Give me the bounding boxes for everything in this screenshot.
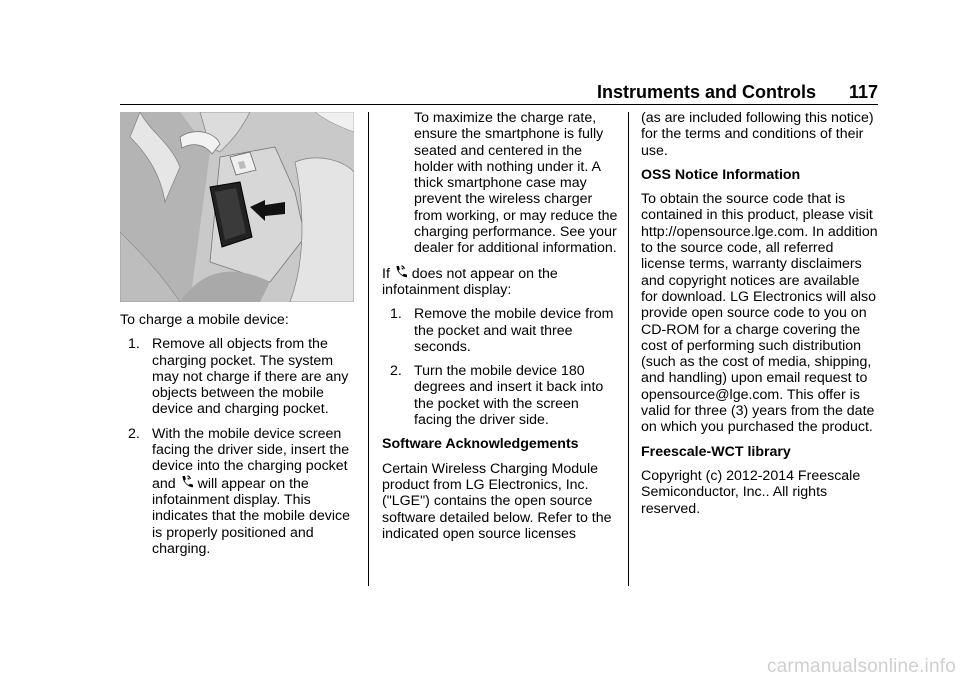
step-text: Remove the mobile device from the pocket and wait three seconds. <box>414 306 614 355</box>
body-text: Copyright (c) 2012-2014 Freescale Semiconductor, Inc.. All rights reserved. <box>641 467 861 517</box>
body-text: Certain Wireless Charging Module product from LG Electronics, Inc. ("LGE") contains the open source software detailed below. Refer to the indicated open source licenses <box>382 460 612 542</box>
list-item <box>120 426 356 557</box>
step-number: 1. <box>390 306 402 323</box>
list-item <box>382 363 618 428</box>
charge-rate-note: To maximize the charge rate, ensure the smartphone is fully seated and centered in the holder with nothing under it. A thick smartphone case may prevent the wireless charger from working, or may reduce the charging performance. See your dealer for additional information. <box>414 110 618 257</box>
if-text-after: does not appear on the infotainment display: <box>382 265 558 298</box>
step-number: 2. <box>128 425 140 442</box>
continued-text: (as are included following this notice) for the terms and conditions of their use. <box>641 110 874 159</box>
if-icon-missing-text <box>382 265 618 299</box>
list-item <box>120 336 356 417</box>
step-number: 2. <box>390 363 402 380</box>
step-text-after-icon: will appear on the infotainment display. This indicates that the mobile device is properly positioned and charging. <box>152 475 350 557</box>
step-text: Remove all objects from the charging pocket. The system may not charge if there are any objects between the mobile device and charging pocket. <box>152 336 349 418</box>
page-header <box>120 82 878 105</box>
troubleshooting-steps <box>382 306 618 428</box>
watermark: carmanualsonline.info <box>766 656 956 677</box>
step-text: Turn the mobile device 180 degrees and insert it back into the pocket with the screen facing the driver side. <box>414 363 604 429</box>
column-divider <box>628 112 629 586</box>
list-item <box>382 306 618 355</box>
intro-text: To charge a mobile device: <box>120 312 289 328</box>
column-1 <box>120 110 356 565</box>
body-text: To obtain the source code that is contained in this product, please visit http://opensource.lge.com. In addition to the source code, all referred license terms, warranty disclaimers and copyright notices are available for download. LG Electronics will also provide open source code to you on CD-ROM for a charge covering the cost of performing such distribution (such as the cost of media, shipping, and handling) upon email request to opensource@lge.com. This offer is valid for three (3) years from the date on which you purchased the product. <box>641 191 878 436</box>
wireless-charging-icon <box>181 475 193 489</box>
step-text-before-icon: With the mobile device screen facing the driver side, insert the device into the charging pocket and <box>152 425 350 492</box>
wireless-charging-pocket-illustration <box>120 112 354 302</box>
column-2 <box>382 110 618 550</box>
section-heading: OSS Notice Information <box>641 166 801 183</box>
section-heading: Software Acknowledgements <box>382 436 579 453</box>
charging-steps <box>120 336 356 557</box>
column-divider <box>368 112 369 586</box>
section-heading: Freescale-WCT library <box>641 443 791 460</box>
wireless-charging-icon <box>395 265 407 279</box>
page-number: 117 <box>848 82 878 102</box>
if-text: If <box>382 265 390 282</box>
step-number: 1. <box>128 336 140 353</box>
section-title: Instruments and Controls <box>596 82 816 102</box>
column-3 <box>641 110 879 525</box>
